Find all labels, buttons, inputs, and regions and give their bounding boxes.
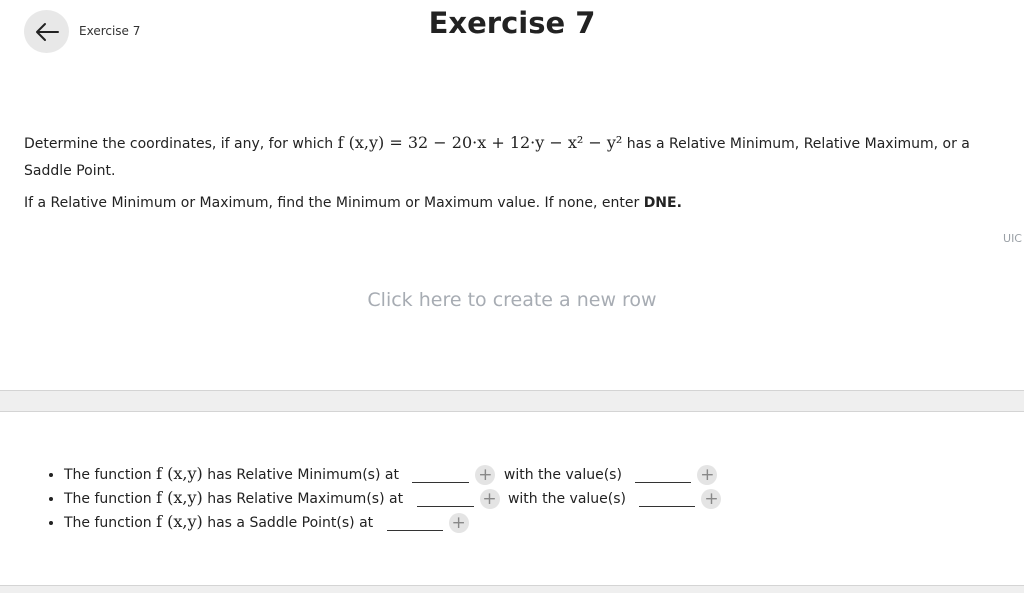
instruction-emphasis: DNE. bbox=[643, 195, 682, 211]
list-item: • The function f (x,y) has Relative Maximum(s) at + with the value(s) + bbox=[64, 486, 725, 510]
question-text bbox=[24, 129, 989, 185]
plus-icon[interactable]: + bbox=[480, 489, 500, 509]
section-divider bbox=[0, 390, 1024, 412]
corner-label: UIC bbox=[1003, 232, 1022, 245]
page-title: Exercise 7 bbox=[428, 6, 596, 40]
function-expression: f (x,y) = 32 − 20·x + 12·y − x² − y² bbox=[337, 133, 623, 152]
plus-icon[interactable]: + bbox=[475, 465, 495, 485]
question-prefix: Determine the coordinates, if any, for which bbox=[24, 136, 334, 152]
list-item: • The function f (x,y) has Relative Minimum(s) at + with the value(s) + bbox=[64, 462, 725, 486]
answer-list bbox=[44, 462, 725, 534]
min-value-input[interactable] bbox=[635, 468, 691, 483]
min-point-input[interactable] bbox=[412, 468, 469, 483]
question-suffix: has a Relative Minimum, Relative Maximum, or a Saddle Point. bbox=[24, 136, 970, 179]
saddle-point-input[interactable] bbox=[387, 516, 443, 531]
instruction-body: If a Relative Minimum or Maximum, find the Minimum or Maximum value. If none, enter bbox=[24, 195, 640, 211]
plus-icon[interactable]: + bbox=[701, 489, 721, 509]
breadcrumb-label: Exercise 7 bbox=[79, 24, 141, 38]
create-row-button[interactable]: Click here to create a new row bbox=[367, 289, 657, 311]
instruction-text bbox=[24, 193, 682, 213]
list-item: • The function f (x,y) has a Saddle Point(s) at + bbox=[64, 510, 725, 534]
max-value-input[interactable] bbox=[639, 492, 695, 507]
plus-icon[interactable]: + bbox=[449, 513, 469, 533]
plus-icon[interactable]: + bbox=[697, 465, 717, 485]
max-point-input[interactable] bbox=[417, 492, 474, 507]
